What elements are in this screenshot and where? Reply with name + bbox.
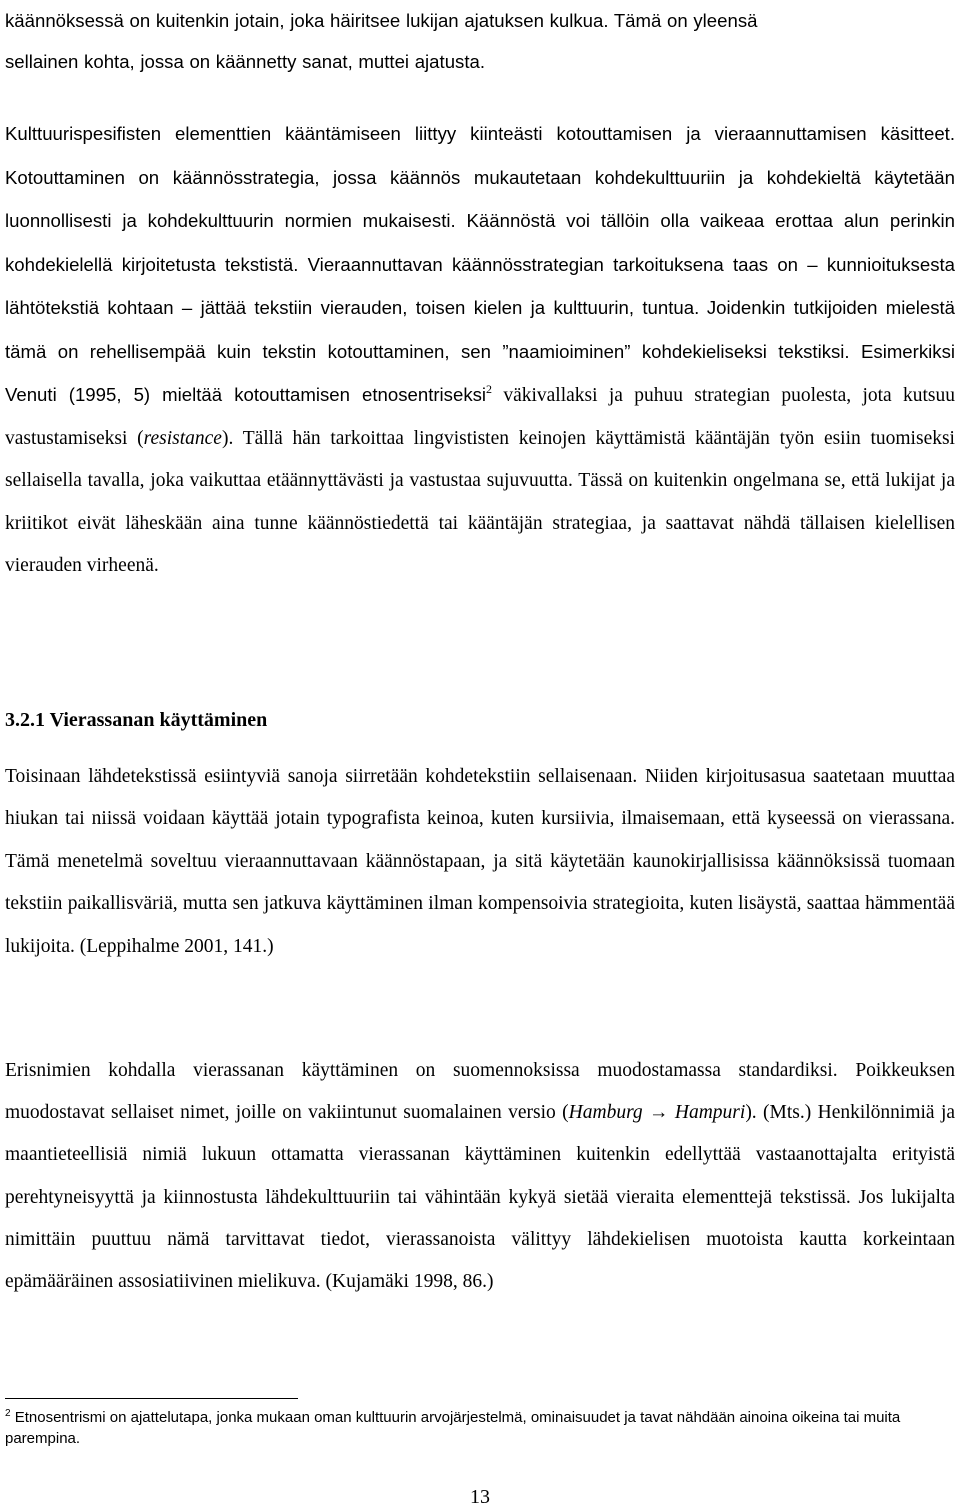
paragraph-sentence: Tämä menetelmä soveltuu vieraannuttavaan käännöstapaan, ja sitä käytetään kaunokirjallisissa käännöksissä tuomaan tekstiin paikallisväriä, mutta sen jatkuva käyttäminen ilman kompensoivia strategioita, kuten lisäystä, saattaa hämmentää lukijoita. (Leppihalme 2001, 141.) (5, 850, 955, 957)
paragraph-sentence: Henkilönnimiä ja maantieteellisiä nimiä lukuun ottamatta vierassanan käyttäminen kuitenkin edellyttää vastaanottajalta erityistä perehtyneisyyttä ja kiinnostusta lähdekulttuuriin tai vähintään kykyä sietää vieraita elementtejä tekstissä. (5, 1102, 956, 1208)
paragraph-domestication (5, 113, 955, 588)
footnote-number: 2 (5, 1408, 11, 1419)
paragraph-sentence: Tällä hän tarkoittaa lingvististen keinojen käyttämistä kääntäjän työn esiin tuomiseksi sellaisella tavalla, joka vaikuttaa etäännyttävästi ja vastustaa sujuvuutta. (5, 427, 955, 491)
paragraph-sentence: Toisinaan lähdetekstissä esiintyviä sanoja siirretään kohdetekstiin sellaisenaan. (5, 766, 638, 787)
paragraph-sentence: Kotouttaminen on käännösstrategia, jossa käännös mukautetaan kohdekulttuuriin ja kohdekieltä käytetään luonnollisesti ja kohdekulttuurin normien mukaisesti. Käännöstä voi tällöin olla vaikeaa erottaa alun perinkin kohdekielellä kirjoitetusta tekstistä. Vieraannuttavan käännösstrategian tarkoituksena taas on – kunnioituksesta lähtötekstiä kohtaan – jättää tekstiin vierauden, toisen kielen ja kulttuurin, tuntua. (5, 166, 955, 318)
paragraph-line: sellainen kohta, jossa on käännetty sanat, muttei ajatusta. (5, 51, 486, 72)
paragraph-sentence: Tässä on kuitenkin ongelmana se, että lukijat ja kriitikot eivät läheskään aina tunne käännöstiedettä tai kääntäjän strategiaa, ja saattavat nähdä tällaisen kielellisen vierauden virheenä. (5, 470, 955, 576)
footnote-text: Etnosentrismi on ajattelutapa, jonka mukaan oman kulttuurin arvojärjestelmä, ominaisuudet ja tavat nähdään ainoina oikeina tai muita parempina. (5, 1409, 901, 1447)
page-number: 13 (470, 1486, 490, 1508)
footnote-separator (5, 1398, 298, 1399)
arrow-glyph: → (642, 1102, 675, 1124)
paragraph-sentence: Kulttuurispesifisten elementtien kääntämiseen liittyy kiinteästi kotouttamisen ja vieraannuttamisen käsitteet. (5, 123, 955, 144)
paragraph-sentence: ). (Mts.) (745, 1102, 812, 1124)
paragraph-sentence: väkivallaksi ja puhuu strategian puolesta, jota kutsuu vastustamiseksi ( (5, 385, 955, 449)
example-hampuri: Hampuri (674, 1102, 746, 1124)
paragraph-proper-names (5, 1050, 955, 1303)
paragraph-sentence: Erisnimien kohdalla vierassanan käyttäminen on suomennoksissa muodostamassa standardiksi. Poikkeuksen muodostavat sellaiset nimet, joille on vakiintunut suomalainen versio ( (5, 1060, 955, 1124)
section-heading: 3.2.1 Vierassanan käyttäminen (5, 709, 268, 731)
term-resistance: resistance (143, 427, 222, 449)
paragraph-sentence: Niiden kirjoitusasua saatetaan muuttaa hiukan tai niissä voidaan käyttää jotain typografista keinoa, kuten kursiivia, ilmaisemaan, että kyseessä on vierassana. (5, 766, 956, 830)
footnote (5, 1407, 955, 1449)
paragraph-continuation (5, 0, 955, 82)
paragraph-sentence: Jos lukijalta nimittäin puuttuu nämä tarvittavat tiedot, vierassanoista välittyy lähdekielisen muotoista kautta korkeintaan epämääräinen assosiatiivinen mielikuva. (Kujamäki 1998, 86.) (5, 1186, 956, 1293)
paragraph-sentence: ). (221, 427, 234, 449)
footnote-reference: 2 (486, 382, 493, 396)
paragraph-line: käännöksessä on kuitenkin jotain, joka häiritsee lukijan ajatuksen kulkua. Tämä on yleensä (5, 10, 758, 31)
paragraph-sentence: Joidenkin tutkijoiden mielestä tämä on rehellisempää kuin tekstin kotouttaminen, sen ”naamioiminen” kohdekieliseksi tekstiksi. Esimerkiksi Venuti (1995, 5) mieltää kotouttamisen etnosentriseksi (5, 297, 956, 405)
paragraph-loanwords (5, 756, 955, 968)
example-hamburg: Hamburg (568, 1102, 643, 1124)
